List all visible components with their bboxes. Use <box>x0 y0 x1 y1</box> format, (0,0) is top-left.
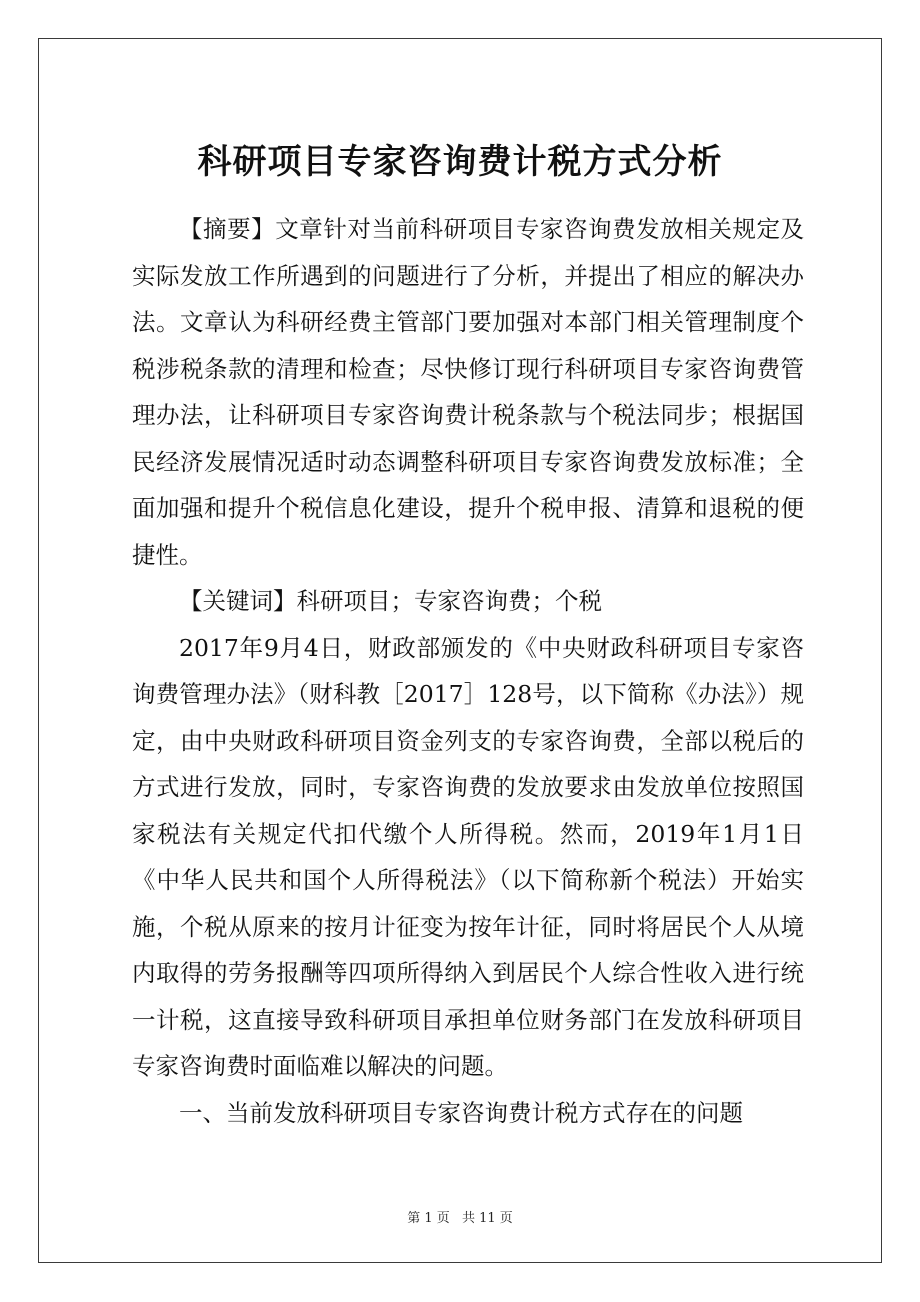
page-total: 共 11 页 <box>461 1211 513 1226</box>
intro-paragraph: 2017年9月4日，财政部颁发的《中央财政科研项目专家咨询费管理办法》（财科教［2017］128号，以下简称《办法》）规定，由中央财政科研项目资金列支的专家咨询费，全部以税后的方式进行发放，同时，专家咨询费的发放要求由发放单位按照国家税法有关规定代扣代缴个人所得税。然而，2019年1月1日《中华人民共和国个人所得税法》（以下简称新个税法）开始实施，个税从原来的按月计征变为按年计征，同时将居民个人从境内取得的劳务报酬等四项所得纳入到居民个人综合性收入进行统一计税，这直接导致科研项目承担单位财务部门在发放科研项目专家咨询费时面临难以解决的问题。 <box>132 633 804 1080</box>
page-number: 第 1 页 <box>407 1211 450 1226</box>
keywords-paragraph: 【关键词】科研项目；专家咨询费；个税 <box>179 587 602 615</box>
abstract-paragraph: 【摘要】文章针对当前科研项目专家咨询费发放相关规定及实际发放工作所遇到的问题进行了分析，并提出了相应的解决办法。文章认为科研经费主管部门要加强对本部门相关管理制度个税涉税条款的清理和检查；尽快修订现行科研项目专家咨询费管理办法，让科研项目专家咨询费计税条款与个税法同步；根据国民经济发展情况适时动态调整科研项目专家咨询费发放标准；全面加强和提升个税信息化建设，提升个税申报、清算和退税的便捷性。 <box>132 215 804 569</box>
section-heading: 一、当前发放科研项目专家咨询费计税方式存在的问题 <box>179 1098 743 1127</box>
document-body <box>132 206 804 1136</box>
page-footer <box>0 1207 920 1226</box>
document-title: 科研项目专家咨询费计税方式分析 <box>197 142 723 182</box>
